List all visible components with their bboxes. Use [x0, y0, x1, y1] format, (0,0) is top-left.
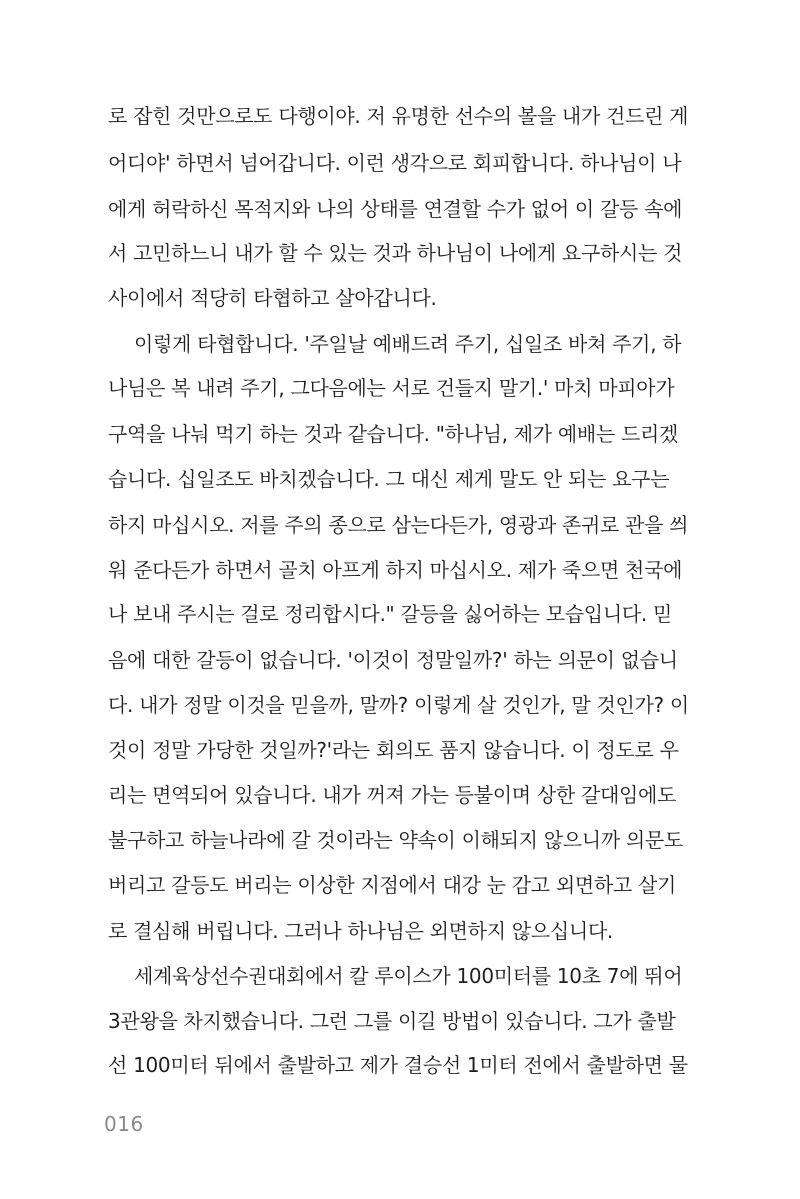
text-line: 불구하고 하늘나라에 갈 것이라는 약속이 이해되지 않으니까 의문도	[108, 828, 683, 852]
paragraph-start-line: 세계육상선수권대회에서 칼 루이스가 100미터를 10초 7에 뛰어	[134, 964, 683, 988]
text-line: 서 고민하느니 내가 할 수 있는 것과 하나님이 나에게 요구하시는 것	[108, 241, 683, 265]
text-line: 사이에서 적당히 타협하고 살아갑니다.	[108, 286, 437, 310]
text-line: 습니다. 십일조도 바치겠습니다. 그 대신 제게 말도 안 되는 요구는	[108, 467, 670, 491]
text-line: 에게 허락하신 목적지와 나의 상태를 연결할 수가 없어 이 갈등 속에	[108, 197, 683, 221]
text-line: 나님은 복 내려 주기, 그다음에는 서로 건들지 말기.' 마치 마피아가	[108, 376, 675, 400]
paragraph-start-line: 이렇게 타협합니다. '주일날 예배드려 주기, 십일조 바쳐 주기, 하	[134, 332, 682, 356]
text-line: 하지 마십시오. 저를 주의 종으로 삼는다든가, 영광과 존귀로 관을 씌	[108, 513, 689, 537]
text-line: 것이 정말 가당한 것일까?'라는 회의도 품지 않습니다. 이 정도로 우	[108, 738, 679, 762]
text-line: 리는 면역되어 있습니다. 내가 꺼져 가는 등불이며 상한 갈대임에도	[108, 783, 677, 807]
text-line: 구역을 나눠 먹기 하는 것과 같습니다. "하나님, 제가 예배는 드리겠	[108, 422, 679, 446]
text-line: 로 잡힌 것만으로도 다행이야. 저 유명한 선수의 볼을 내가 건드린 게	[108, 104, 689, 128]
text-line: 3관왕을 차지했습니다. 그런 그를 이길 방법이 있습니다. 그가 출발	[108, 1009, 676, 1033]
text-line: 워 준다든가 하면서 골치 아프게 하지 마십시오. 제가 죽으면 천국에	[108, 558, 683, 582]
text-line: 음에 대한 갈등이 없습니다. '이것이 정말일까?' 하는 의문이 없습니	[108, 648, 678, 672]
text-line: 나 보내 주시는 걸로 정리합시다." 갈등을 싫어하는 모습입니다. 믿	[108, 602, 672, 626]
text-line: 선 100미터 뒤에서 출발하고 제가 결승선 1미터 전에서 출발하면 물	[108, 1053, 688, 1077]
text-line: 버리고 갈등도 버리는 이상한 지점에서 대강 눈 감고 외면하고 살기	[108, 873, 677, 897]
text-line: 다. 내가 정말 이것을 믿을까, 말까? 이렇게 살 것인가, 말 것인가? 이	[108, 693, 689, 717]
text-line: 어디야' 하면서 넘어갑니다. 이런 생각으로 회피합니다. 하나님이 나	[108, 151, 682, 175]
page-number: 016	[104, 1112, 144, 1136]
text-line: 로 결심해 버립니다. 그러나 하나님은 외면하지 않으십니다.	[108, 919, 613, 943]
